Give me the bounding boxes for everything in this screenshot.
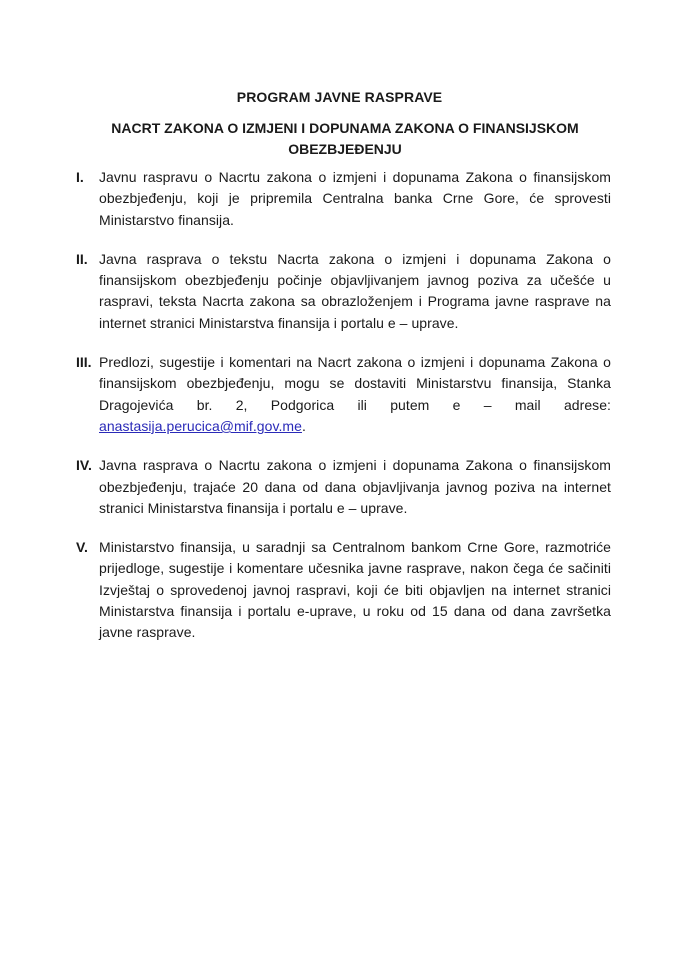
item-text-with-email [99,352,611,437]
item-numeral: I. [76,169,84,185]
document-title: PROGRAM JAVNE RASPRAVE [236,89,443,105]
item-text: Ministarstvo finansija, u saradnji sa Centralnom bankom Crne Gore, razmotriće prijedloge, sugestije i komentare učesnika javne rasprave, nakon čega će sačiniti Izvještaj o sprovedenoj javnoj raspravi, koji će biti objavljen na internet stranici Ministarstva finansija i portalu e-uprave, u roku od 15 dana od dana završetka javne rasprave. [99,539,611,641]
item-text: Javnu raspravu o Nacrtu zakona o izmjeni i dopunama Zakona o finansijskom obezbjeđenju, koji je pripremila Centralna banka Crne Gore, će sprovesti Ministarstvo finansija. [99,169,611,228]
item-text: Javna rasprava o tekstu Nacrta zakona o izmjeni i dopunama Zakona o finansijskom obezbjeđenju počinje objavljivanjem javnog poziva za učešće u raspravi, teksta Nacrta zakona sa obrazloženjem i Programa javne rasprave na internet stranici Ministarstva finansija i portalu e – uprave. [99,250,611,331]
item-numeral: IV. [76,457,92,474]
email-link[interactable]: anastasija.perucica@mif.gov.me [99,417,302,434]
item-trailing-punctuation: . [301,417,306,434]
item-numeral: V. [76,539,88,556]
list-item [76,167,611,231]
item-numeral: II. [76,250,88,267]
list-item [76,249,611,334]
list-item [76,352,611,437]
document-subtitle: NACRT ZAKONA O IZMJENI I DOPUNAMA ZAKONA O FINANSIJSKOM OBEZBJEĐENJU [111,120,579,157]
numbered-list [76,167,611,662]
item-numeral: III. [76,354,92,371]
item-text: Javna rasprava o Nacrtu zakona o izmjeni i dopunama Zakona o finansijskom obezbjeđenju, trajaće 20 dana od dana objavljivanja javnog poziva na internet stranici Ministarstva finansija i portalu e – uprave. [99,457,611,516]
item-text: Predlozi, sugestije i komentari na Nacrt zakona o izmjeni i dopunama Zakona o finansijskom obezbjeđenju, mogu se dostaviti Ministarstvu finansija, Stanka Dragojevića br. 2, Podgorica ili putem e – mail adrese: [99,354,611,413]
list-item [76,455,611,519]
list-item [76,537,611,643]
